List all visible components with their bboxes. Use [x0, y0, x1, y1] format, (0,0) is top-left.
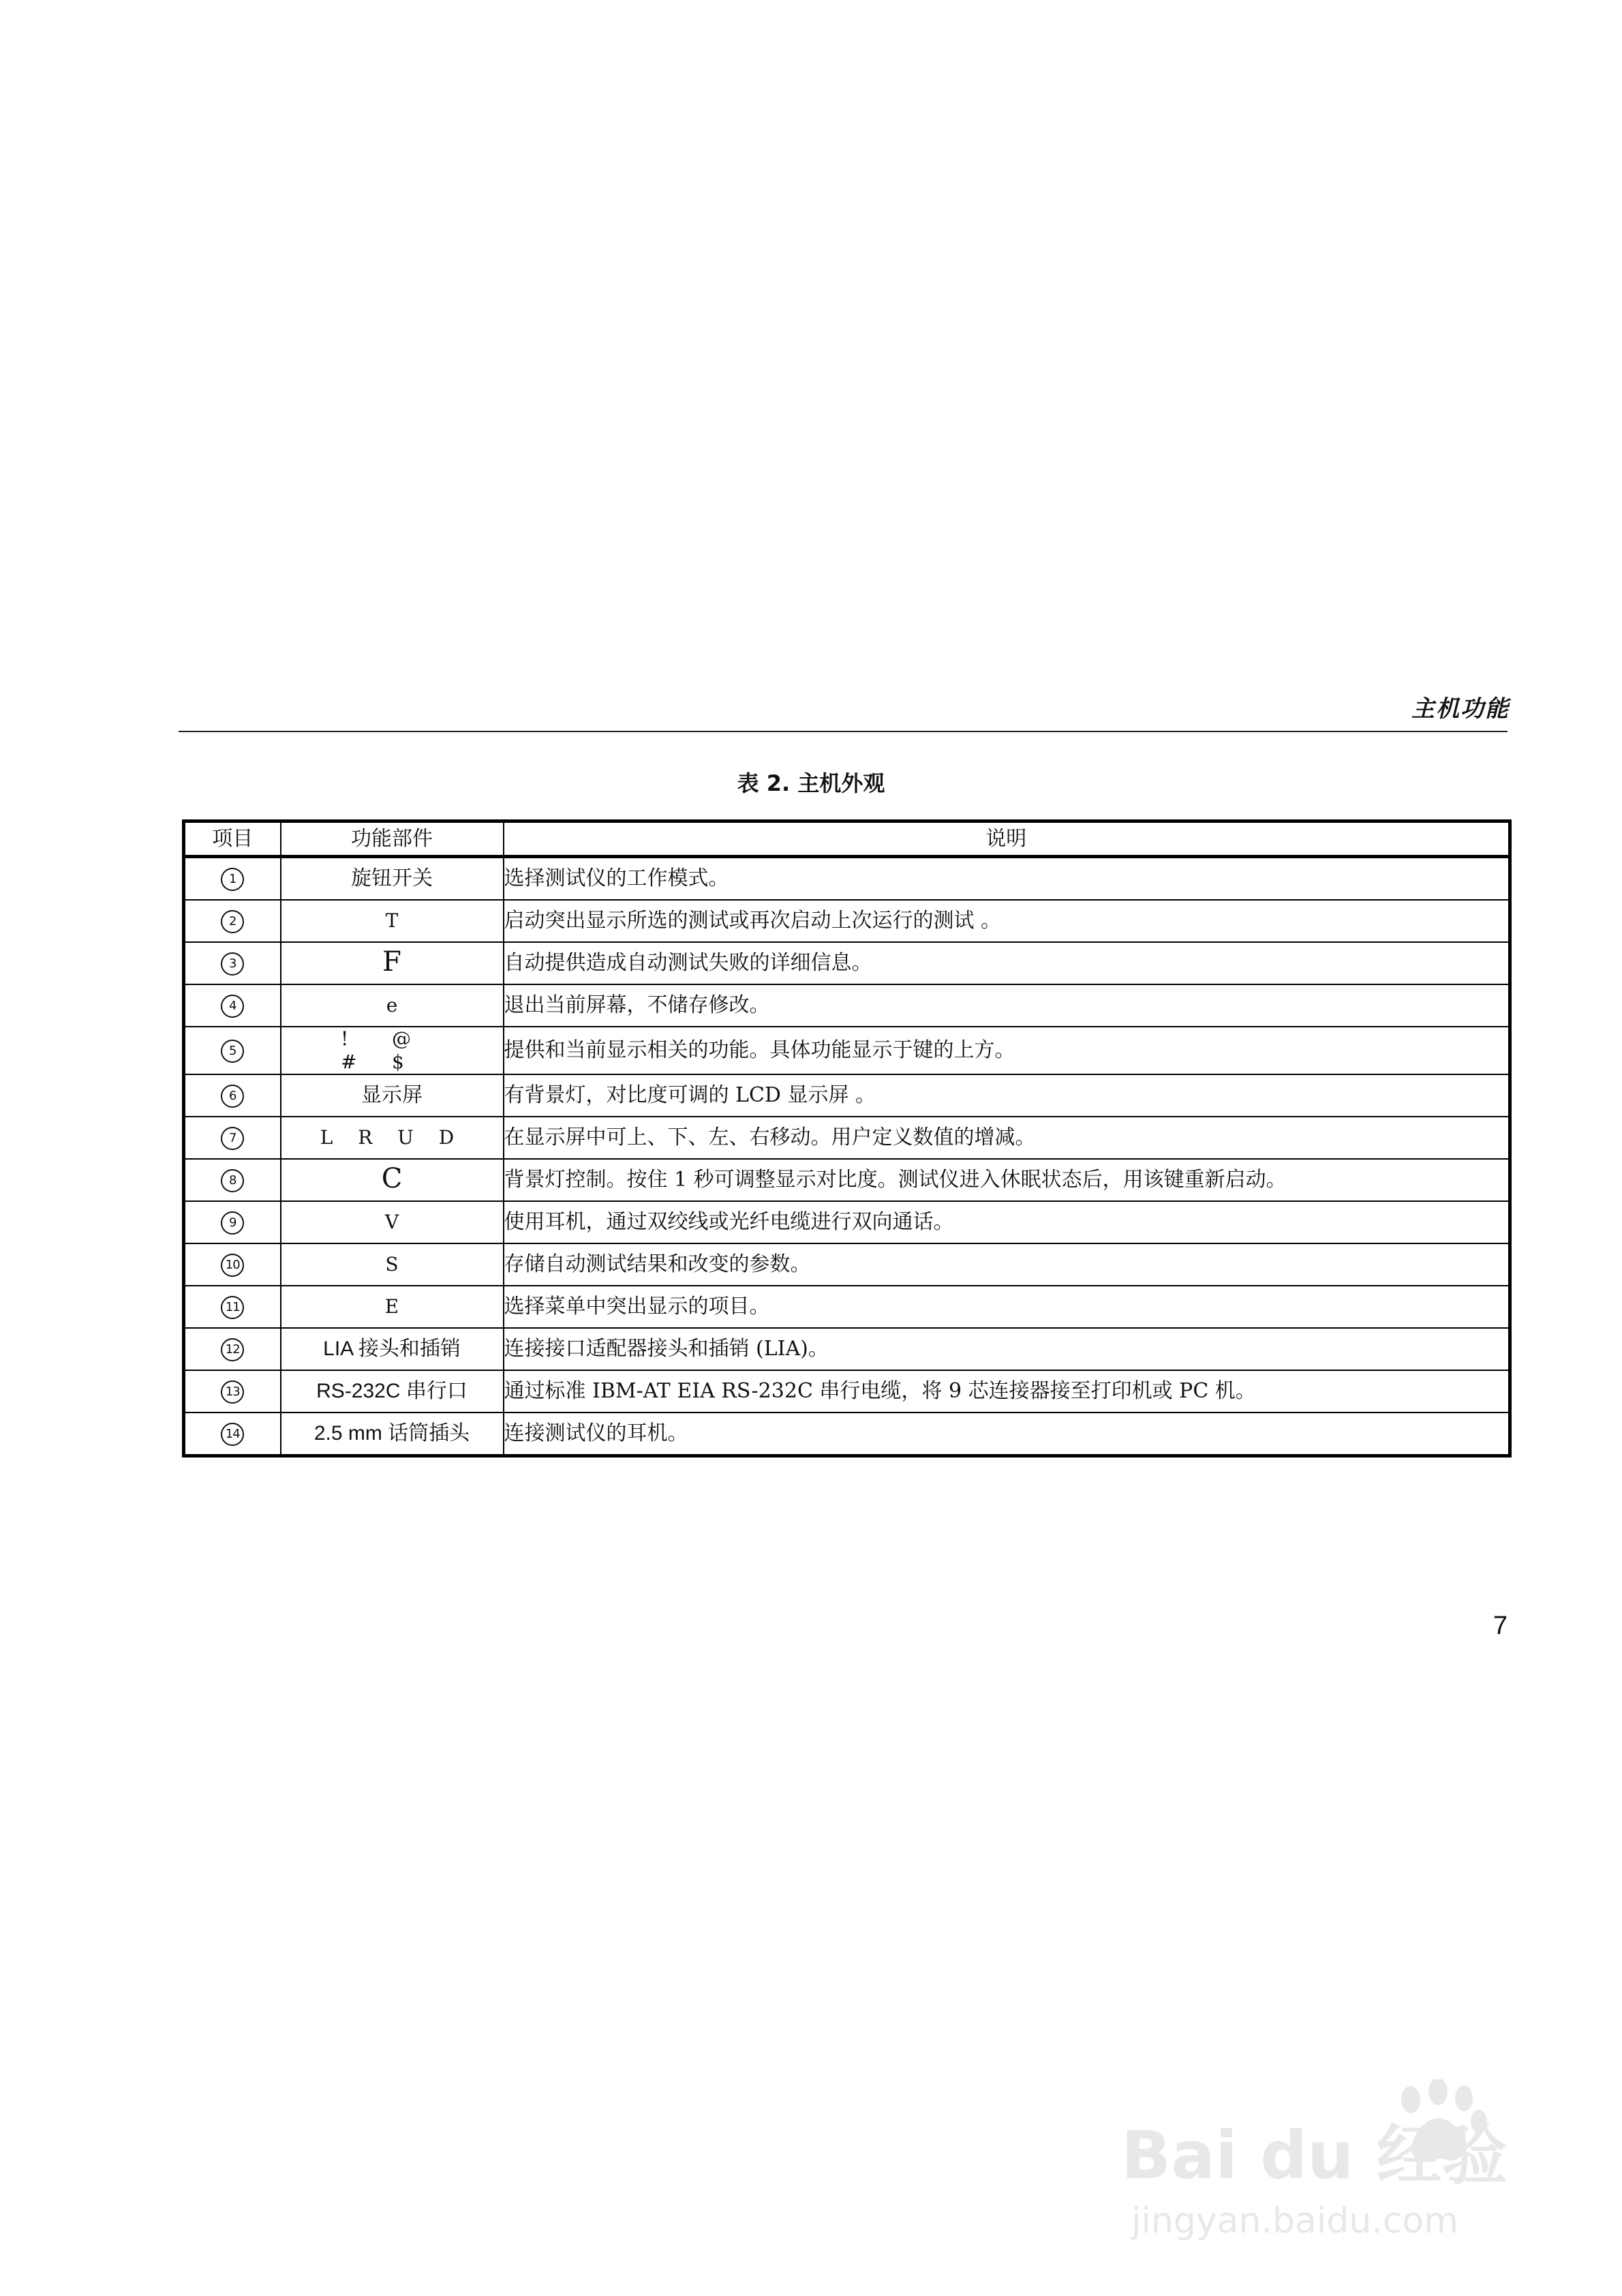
- description-cell: 选择菜单中突出显示的项目。: [504, 1286, 1510, 1328]
- column-header: 功能部件: [281, 821, 504, 857]
- component-cell: LIA 接头和插销: [281, 1328, 504, 1370]
- baidu-watermark-logo: [1118, 2079, 1527, 2250]
- description-cell: 连接测试仪的耳机。: [504, 1413, 1510, 1456]
- description-cell: 选择测试仪的工作模式。: [504, 857, 1510, 901]
- softkey-symbols: [341, 1027, 443, 1074]
- description-cell: 有背景灯，对比度可调的 LCD 显示屏 。: [504, 1074, 1510, 1117]
- item-number: 6: [221, 1085, 244, 1108]
- enter-key-symbol: E: [384, 1295, 399, 1318]
- softkey-2-symbol: @: [392, 1027, 411, 1050]
- component-cell: 旋钮开关: [281, 857, 504, 901]
- description-cell: 自动提供造成自动测试失败的详细信息。: [504, 942, 1510, 984]
- table-row: [184, 942, 1510, 984]
- table-row: [184, 1117, 1510, 1159]
- component-cell: RS-232C 串行口: [281, 1370, 504, 1413]
- item-number: 9: [221, 1211, 244, 1235]
- item-number: 3: [221, 952, 244, 976]
- item-number: 5: [221, 1040, 244, 1063]
- table-row: [184, 1159, 1510, 1201]
- softkey-1-symbol: !: [341, 1027, 349, 1050]
- item-number: 2: [221, 910, 244, 933]
- section-title: 主机功能: [1411, 695, 1510, 723]
- table-row: [184, 1370, 1510, 1413]
- item-number: 8: [221, 1169, 244, 1192]
- page-number: 7: [1493, 1612, 1508, 1640]
- talk-key-symbol: V: [384, 1211, 399, 1233]
- item-number: 12: [221, 1338, 244, 1361]
- softkey-3-symbol: #: [341, 1051, 357, 1073]
- item-number: 4: [221, 995, 244, 1018]
- component-cell: 显示屏: [281, 1074, 504, 1117]
- component-cell: 2.5 mm 话筒插头: [281, 1413, 504, 1456]
- watermark-brand: Bai du 经验: [1121, 2117, 1508, 2194]
- item-number: 14: [221, 1423, 244, 1446]
- table-row: [184, 984, 1510, 1027]
- description-cell: 提供和当前显示相关的功能。具体功能显示于键的上方。: [504, 1027, 1510, 1074]
- table-row: [184, 1074, 1510, 1117]
- table-row: [184, 1201, 1510, 1243]
- table-row: [184, 1286, 1510, 1328]
- table-caption: 表 2. 主机外观: [737, 770, 885, 796]
- save-key-symbol: S: [385, 1253, 399, 1275]
- table-row: [184, 857, 1510, 901]
- backlight-key-symbol: C: [381, 1163, 403, 1194]
- description-cell: 背景灯控制。按住 1 秒可调整显示对比度。测试仪进入休眠状态后，用该键重新启动。: [504, 1159, 1510, 1201]
- fault-info-key-symbol: F: [382, 946, 401, 978]
- description-cell: 存储自动测试结果和改变的参数。: [504, 1243, 1510, 1286]
- watermark-url: jingyan.baidu.com: [1131, 2201, 1458, 2241]
- column-header: 项目: [184, 821, 281, 857]
- description-cell: 启动突出显示所选的测试或再次启动上次运行的测试 。: [504, 900, 1510, 942]
- item-number: 13: [221, 1380, 244, 1404]
- column-header: 说明: [504, 821, 1510, 857]
- description-cell: 连接接口适配器接头和插销 (LIA)。: [504, 1328, 1510, 1370]
- item-number: 11: [221, 1296, 244, 1319]
- description-cell: 通过标准 IBM-AT EIA RS-232C 串行电缆，将 9 芯连接器接至打印机或 PC 机。: [504, 1370, 1510, 1413]
- description-cell: 退出当前屏幕，不储存修改。: [504, 984, 1510, 1027]
- item-number: 7: [221, 1127, 244, 1150]
- table-row: [184, 900, 1510, 942]
- table-header-row: [184, 821, 1510, 857]
- description-cell: 使用耳机，通过双绞线或光纤电缆进行双向通话。: [504, 1201, 1510, 1243]
- item-number: 10: [221, 1254, 244, 1277]
- softkey-4-symbol: $: [392, 1051, 404, 1073]
- header-rule: [179, 731, 1508, 732]
- description-cell: 在显示屏中可上、下、左、右移动。用户定义数值的增减。: [504, 1117, 1510, 1159]
- item-number: 1: [221, 868, 244, 891]
- spec-table: [182, 819, 1512, 1457]
- test-key-symbol: T: [385, 909, 399, 932]
- table-row: [184, 1328, 1510, 1370]
- arrow-keys-symbols: L R U D: [320, 1126, 464, 1149]
- table-row: [184, 1413, 1510, 1456]
- table-row: [184, 1027, 1510, 1074]
- table-row: [184, 1243, 1510, 1286]
- exit-key-symbol: e: [386, 994, 398, 1016]
